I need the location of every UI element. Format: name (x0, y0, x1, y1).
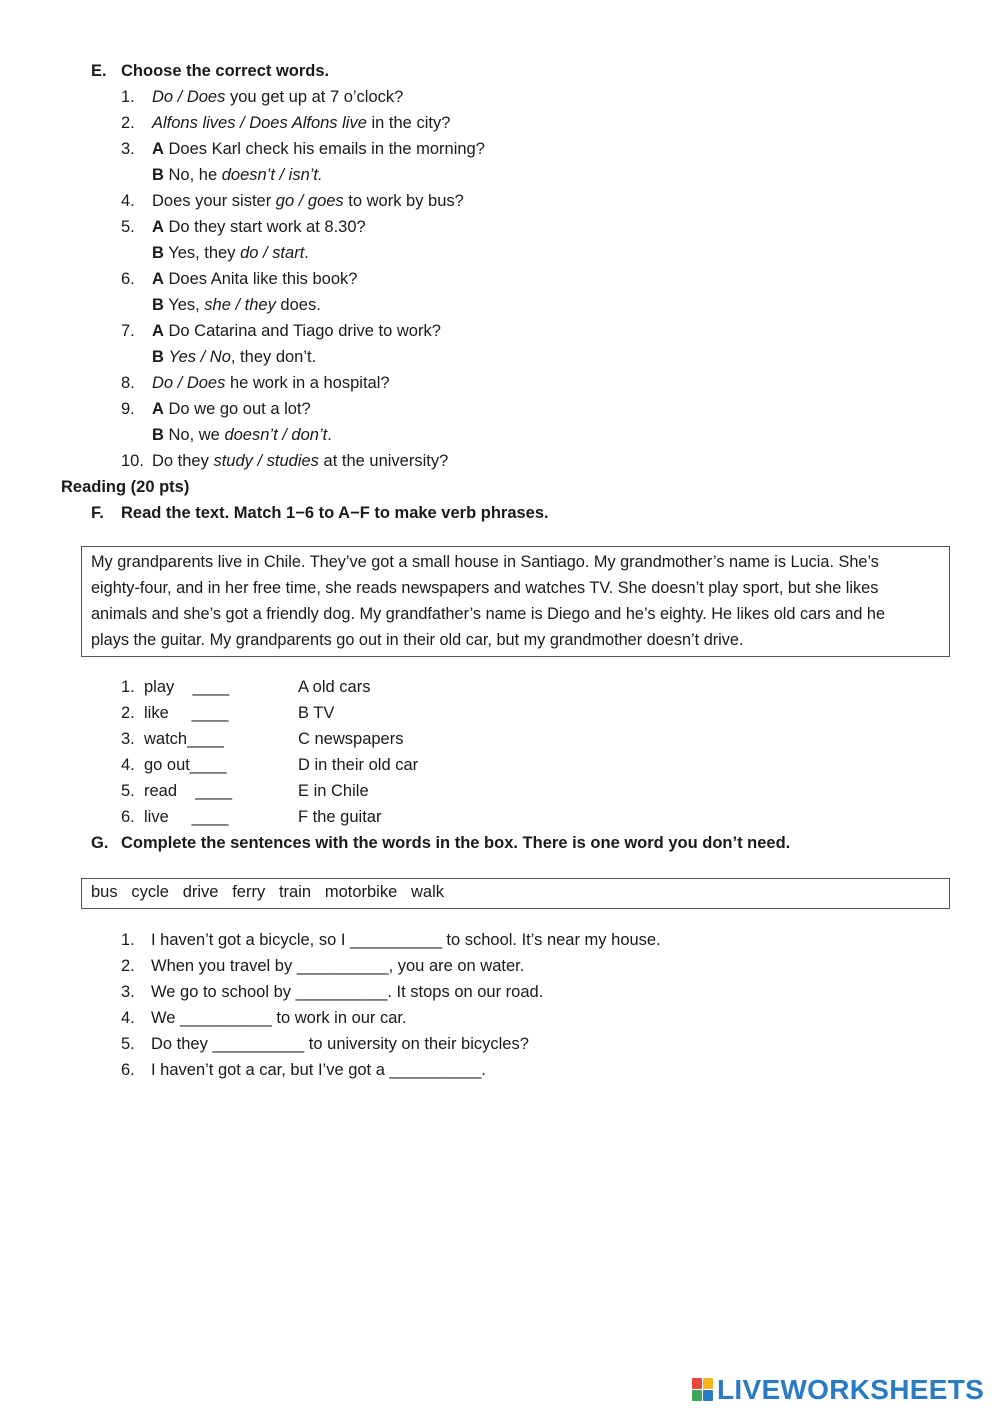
item-number: 6. (121, 808, 135, 826)
section-g-title: Complete the sentences with the words in the box. There is one word you don’t need. (121, 834, 791, 852)
item-number: 5. (121, 218, 135, 236)
match-verb-blank[interactable]: play ____ (144, 678, 230, 696)
question-text: B (152, 166, 164, 184)
question-item (152, 400, 311, 419)
question-item (152, 166, 323, 185)
item-number: 6. (121, 270, 135, 288)
answer-choice[interactable]: Do / Does (152, 374, 226, 392)
item-number: 6. (121, 1061, 135, 1079)
question-item (152, 140, 485, 159)
item-number: 2. (121, 957, 135, 975)
item-number: 5. (121, 1035, 135, 1053)
section-g-letter: G. (91, 834, 109, 852)
question-text: . (327, 426, 332, 444)
gap-fill-sentence[interactable]: Do they __________ to university on their bicycles? (151, 1035, 529, 1053)
item-number: 3. (121, 730, 135, 748)
question-item (152, 452, 448, 471)
question-text: A (152, 400, 164, 418)
item-number: 10. (121, 452, 144, 470)
match-verb-blank[interactable]: watch____ (144, 730, 224, 748)
liveworksheets-logo (692, 1376, 984, 1404)
item-number: 4. (121, 756, 135, 774)
question-text: Does your sister (152, 192, 276, 210)
question-text: Yes, they (163, 244, 241, 262)
question-text: No, he (163, 166, 222, 184)
question-text: at the university? (318, 452, 449, 470)
answer-choice[interactable]: do / start (240, 244, 305, 262)
question-text: you get up at 7 o’clock? (225, 88, 404, 106)
item-number: 9. (121, 400, 135, 418)
answer-choice[interactable]: Yes / No (168, 348, 231, 366)
item-number: 8. (121, 374, 135, 392)
item-number: 1. (121, 931, 135, 949)
gap-fill-sentence[interactable]: I haven’t got a bicycle, so I __________ to school. It’s near my house. (151, 931, 661, 949)
item-number: 7. (121, 322, 135, 340)
question-item (152, 296, 321, 315)
reading-text (91, 549, 941, 653)
gap-fill-sentence[interactable]: We go to school by __________. It stops on our road. (151, 983, 544, 1001)
reading-text-line: eighty-four, and in her free time, she reads newspapers and watches TV. She doesn’t play sport, but she likes (91, 579, 879, 597)
gap-fill-sentence[interactable]: We __________ to work in our car. (151, 1009, 407, 1027)
question-text: B (152, 348, 164, 366)
question-text: A (152, 140, 164, 158)
question-item (152, 88, 403, 107)
question-text: he work in a hospital? (225, 374, 390, 392)
answer-choice[interactable]: Alfons lives / Does Alfons live (152, 114, 367, 132)
match-verb-blank[interactable]: go out____ (144, 756, 227, 774)
question-item (152, 244, 309, 263)
match-option: D in their old car (298, 756, 419, 774)
match-option: F the guitar (298, 808, 382, 826)
match-option: A old cars (298, 678, 371, 696)
question-item (152, 322, 441, 341)
question-item (152, 192, 464, 211)
question-text: to work by bus? (343, 192, 464, 210)
section-e-letter: E. (91, 62, 107, 80)
question-item (152, 270, 357, 289)
liveworksheets-logo-icon (692, 1378, 714, 1402)
question-text: No, we (163, 426, 225, 444)
question-text: does. (275, 296, 321, 314)
item-number: 2. (121, 704, 135, 722)
question-text: A (152, 218, 164, 236)
answer-choice[interactable]: go / goes (275, 192, 344, 210)
match-option: B TV (298, 704, 335, 722)
question-item (152, 218, 366, 237)
item-number: 1. (121, 88, 135, 106)
item-number: 4. (121, 1009, 135, 1027)
question-text: B (152, 296, 164, 314)
section-f-title: Read the text. Match 1−6 to A−F to make verb phrases. (121, 504, 549, 522)
answer-choice[interactable]: Do / Does (152, 88, 226, 106)
item-number: 4. (121, 192, 135, 210)
answer-choice[interactable]: study / studies (213, 452, 319, 470)
gap-fill-sentence[interactable]: I haven’t got a car, but I’ve got a __________. (151, 1061, 486, 1079)
question-text: Yes, (163, 296, 205, 314)
question-text: B (152, 426, 164, 444)
question-text: Do we go out a lot? (163, 400, 311, 418)
item-number: 1. (121, 678, 135, 696)
reading-text-line: plays the guitar. My grandparents go out in their old car, but my grandmother doesn’t drive. (91, 631, 744, 649)
question-text: . (304, 244, 309, 262)
question-text: A (152, 270, 164, 288)
question-item (152, 426, 332, 445)
item-number: 5. (121, 782, 135, 800)
liveworksheets-logo-text: LIVEWORKSHEETS (717, 1374, 985, 1405)
reading-heading: Reading (20 pts) (61, 478, 190, 496)
match-option: E in Chile (298, 782, 369, 800)
question-item (152, 374, 390, 393)
match-verb-blank[interactable]: like ____ (144, 704, 229, 722)
reading-text-line: My grandparents live in Chile. They’ve got a small house in Santiago. My grandmother’s name is Lucia. She’s (91, 553, 879, 571)
question-text: Does Anita like this book? (163, 270, 358, 288)
question-text: Do they start work at 8.30? (163, 218, 366, 236)
item-number: 2. (121, 114, 135, 132)
answer-choice[interactable]: doesn’t / isn’t. (221, 166, 323, 184)
reading-text-line: animals and she’s got a friendly dog. My grandfather’s name is Diego and he’s eighty. He likes old cars and he (91, 605, 886, 623)
question-text: B (152, 244, 164, 262)
answer-choice[interactable]: she / they (204, 296, 276, 314)
question-item (152, 348, 316, 367)
gap-fill-sentence[interactable]: When you travel by __________, you are on water. (151, 957, 525, 975)
item-number: 3. (121, 983, 135, 1001)
question-text: Does Karl check his emails in the morning? (163, 140, 485, 158)
match-verb-blank[interactable]: live ____ (144, 808, 229, 826)
match-option: C newspapers (298, 730, 404, 748)
word-box-text: bus cycle drive ferry train motorbike walk (91, 883, 445, 901)
question-text: in the city? (366, 114, 451, 132)
question-text: Do Catarina and Tiago drive to work? (163, 322, 441, 340)
item-number: 3. (121, 140, 135, 158)
section-f-letter: F. (91, 504, 104, 522)
question-text: A (152, 322, 164, 340)
question-text: Do they (152, 452, 214, 470)
question-item (152, 114, 450, 133)
section-e-title: Choose the correct words. (121, 62, 330, 80)
question-text: , they don’t. (230, 348, 317, 366)
match-verb-blank[interactable]: read ____ (144, 782, 233, 800)
answer-choice[interactable]: doesn’t / don’t (224, 426, 328, 444)
